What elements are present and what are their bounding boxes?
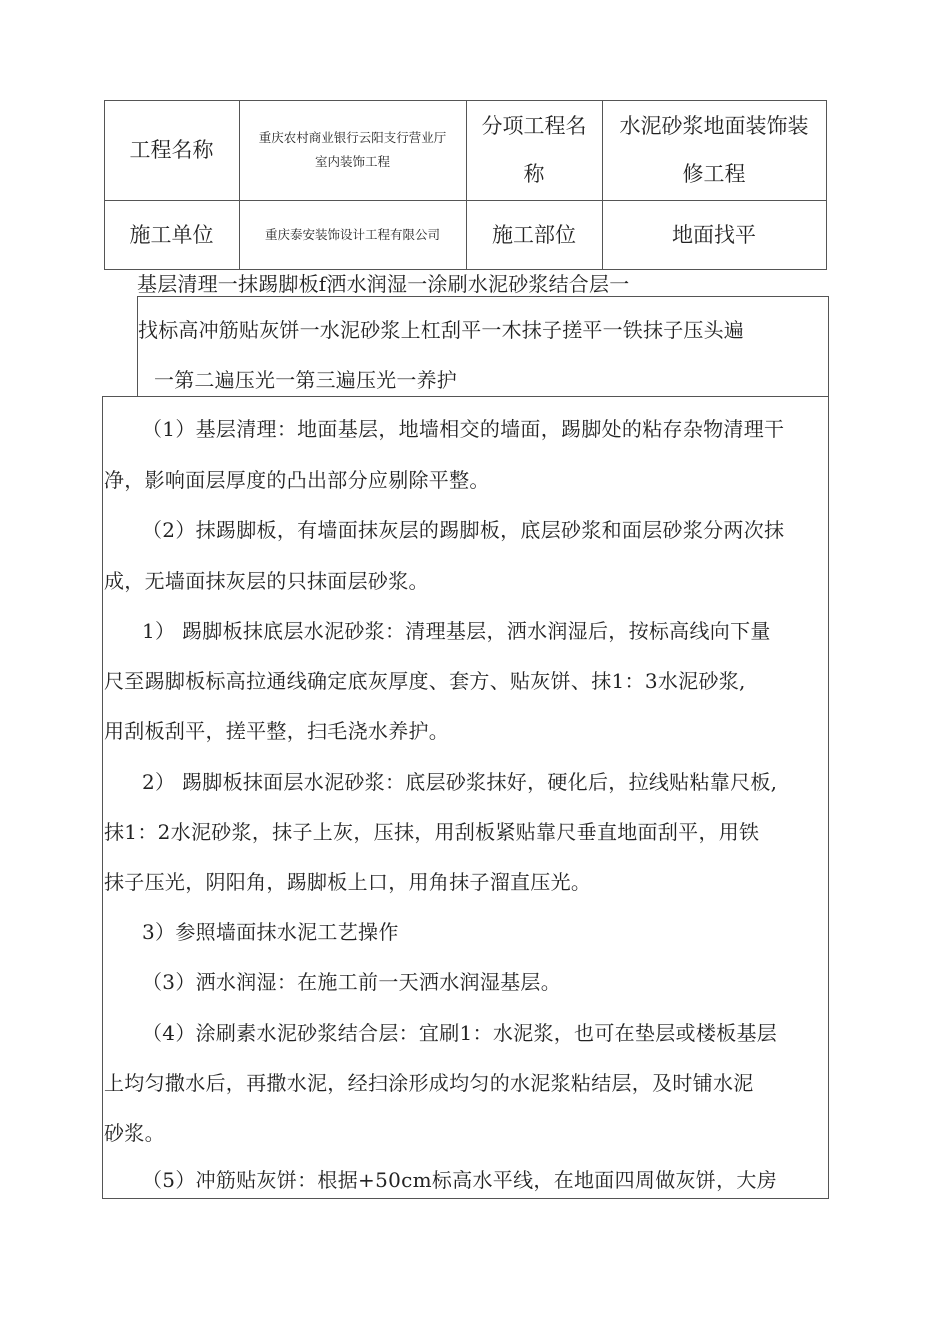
sub-project-value-line2: 修工程 [682, 162, 746, 186]
body-line-16: （5）冲筋贴灰饼：根据+50cm标高水平线，在地面四周做灰饼，大房 [142, 1168, 777, 1192]
sub-project-value-line1: 水泥砂浆地面装饰装 [619, 114, 809, 138]
body-line-4: 成，无墙面抹灰层的只抹面层砂浆。 [104, 569, 429, 593]
project-name-line2: 室内装饰工程 [314, 154, 390, 169]
body-line-13: （4）涂刷素水泥砂浆结合层：宜刷1：水泥浆，也可在垫层或楼板基层 [142, 1021, 778, 1045]
body-line-15: 砂浆。 [104, 1121, 165, 1145]
body-line-5: 1） 踢脚板抹底层水泥砂浆：清理基层，洒水润湿后，按标高线向下量 [142, 619, 771, 643]
sub-project-label-line1: 分项工程名 [481, 114, 587, 138]
process-flow-line2: 找标高冲筋贴灰饼一水泥砂浆上杠刮平一木抹子搓平一铁抹子压头遍 [138, 318, 744, 342]
contractor-value: 重庆泰安装饰设计工程有限公司 [264, 226, 440, 242]
flow-box-top [137, 296, 829, 297]
process-flow-line1: 基层清理一抹踢脚板f洒水润湿一涂刷水泥砂浆结合层一 [137, 272, 630, 296]
flow-box-left [137, 296, 138, 396]
table-border-right [826, 100, 827, 270]
body-line-1: （1）基层清理：地面基层，地墙相交的墙面，踢脚处的粘存杂物清理干 [142, 417, 785, 441]
body-line-9: 抹1：2水泥砂浆，抹子上灰，压抹，用刮板紧贴靠尺垂直地面刮平，用铁 [104, 820, 760, 844]
body-line-6: 尺至踢脚板标高拉通线确定底灰厚度、套方、贴灰饼、抹1：3水泥砂浆, [104, 669, 746, 693]
project-name-label: 工程名称 [129, 138, 214, 162]
process-flow-line3: 一第二遍压光一第三遍压光一养护 [154, 368, 457, 392]
construction-part-value: 地面找平 [672, 222, 756, 247]
construction-part-label: 施工部位 [492, 222, 576, 247]
body-line-3: （2）抹踢脚板，有墙面抹灰层的踢脚板，底层砂浆和面层砂浆分两次抹 [142, 518, 785, 542]
body-line-10: 抹子压光，阴阳角，踢脚板上口，用角抹子溜直压光。 [104, 870, 592, 894]
project-name-line1: 重庆农村商业银行云阳支行营业厅 [258, 130, 447, 145]
body-line-2: 净，影响面层厚度的凸出部分应剔除平整。 [104, 468, 490, 492]
body-line-8: 2） 踢脚板抹面层水泥砂浆：底层砂浆抹好，硬化后，拉线贴粘靠尺板, [142, 770, 778, 794]
body-line-12: （3）洒水润湿：在施工前一天洒水润湿基层。 [142, 970, 562, 994]
sub-project-label-line2: 称 [523, 162, 545, 186]
sub-project-value [602, 100, 826, 200]
body-box-top [102, 396, 829, 397]
contractor-label: 施工单位 [129, 222, 214, 247]
body-box-left [102, 396, 103, 1199]
body-line-11: 3）参照墙面抹水泥工艺操作 [142, 920, 399, 944]
flow-box-right [828, 296, 829, 396]
body-line-7: 用刮板刮平，搓平整，扫毛浇水养护。 [104, 719, 450, 743]
body-line-14: 上均匀撒水后，再撒水泥，经扫涂形成均匀的水泥浆粘结层，及时铺水泥 [104, 1071, 754, 1095]
project-name-value [239, 100, 466, 200]
sub-project-label [466, 100, 602, 200]
